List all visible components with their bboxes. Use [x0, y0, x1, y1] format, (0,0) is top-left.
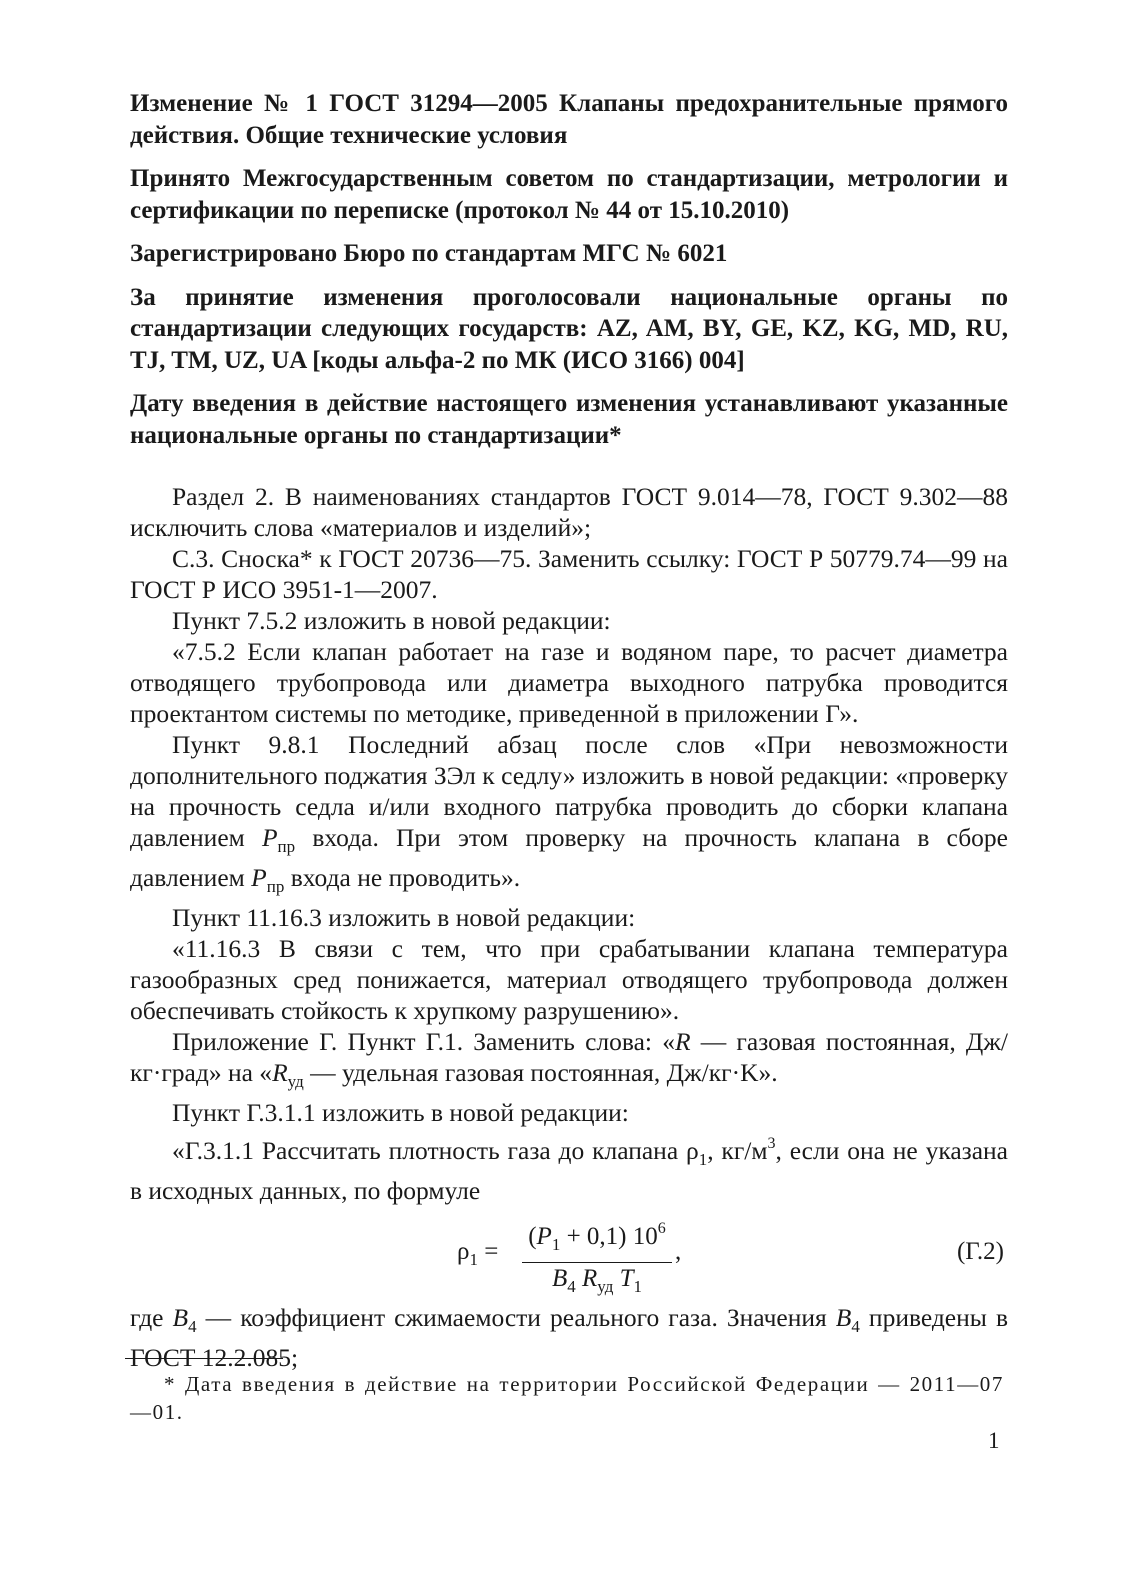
- paragraph-11-16-3-intro: Пункт 11.16.3 изложить в новой редакции:: [172, 903, 636, 932]
- text-span: — газовая постоянная, Дж/кг·град» на «: [130, 1027, 1008, 1087]
- t-symbol: T: [619, 1265, 634, 1292]
- voting-note: За принятие изменения проголосовали национальные органы по стандартизации следующих государств: AZ, AM, BY, GE, KZ, KG, MD, RU, TJ, TM, UZ, UA [коды альфа-2 по МК (ИСО 3166) 004]: [130, 283, 1008, 374]
- equals-sign: =: [477, 1238, 499, 1265]
- formula-numerator: [522, 1214, 672, 1263]
- formula-comma: ,: [675, 1238, 682, 1265]
- b-subscript: 4: [188, 1317, 197, 1336]
- pressure-subscript: 1: [551, 1235, 561, 1254]
- text-span: Приложение Г. Пункт Г.1. Заменить слова: «: [172, 1027, 675, 1056]
- b-symbol: B: [172, 1303, 189, 1332]
- t-subscript: 1: [633, 1277, 643, 1296]
- paragraph-7-5-2-intro: Пункт 7.5.2 изложить в новой редакции:: [172, 606, 611, 635]
- r-symbol: R: [582, 1265, 598, 1292]
- pressure-subscript: пр: [277, 837, 296, 856]
- formula-fraction: [522, 1214, 672, 1303]
- gas-constant-subscript: уд: [287, 1072, 304, 1091]
- pressure-symbol: P: [261, 823, 278, 852]
- paren-open: (: [528, 1223, 537, 1250]
- text-span: — коэффициент сжимаемости реального газа. Значения: [196, 1303, 836, 1332]
- text-span: где: [130, 1303, 173, 1332]
- footnote-divider: [125, 1358, 283, 1359]
- effective-date-note: Дату введения в действие настоящего изменения устанавливают указанные национальные органы по стандартизации*: [130, 390, 1008, 449]
- b-symbol: B: [835, 1303, 852, 1332]
- rho-subscript: 1: [469, 1250, 478, 1269]
- text-span: приведены в ГОСТ 12.2.085;: [130, 1303, 1008, 1372]
- paragraph-g-3-1-1-intro: Пункт Г.3.1.1 изложить в новой редакции:: [172, 1098, 629, 1127]
- cubic-superscript: 3: [767, 1135, 776, 1152]
- paragraph-appendix-g1: [130, 1026, 1008, 1097]
- paragraph-section-2: Раздел 2. В наименованиях стандартов ГОСТ 9.014—78, ГОСТ 9.302—88 исключить слова «материалов и изделий»;: [130, 482, 1008, 542]
- paragraph-11-16-3-text: «11.16.3 В связи с тем, что при срабатывании клапана температура газообразных сред понижается, материал отводящего трубопровода должен обеспечивать стойкость к хрупкому разрушению».: [130, 934, 1008, 1025]
- formula-denominator: [522, 1263, 672, 1303]
- pressure-symbol: P: [536, 1223, 552, 1250]
- text-span: Пункт 9.8.1 Последний абзац после слов «При невозможности дополнительного поджатия ЗЭл к седлу» изложить в новой редакции: «проверку на прочность седла и/или входного патрубка проводить до сборки клапана давлением: [130, 730, 1008, 852]
- text-span: , кг/м: [707, 1136, 768, 1165]
- formula-lhs: [457, 1238, 498, 1270]
- text-span: «Г.3.1.1 Рассчитать плотность газа до клапана ρ: [172, 1136, 699, 1165]
- r-subscript: уд: [597, 1277, 614, 1296]
- change-title: Изменение № 1 ГОСТ 31294—2005 Клапаны предохранительные прямого действия. Общие технические условия: [130, 90, 1008, 149]
- footnote: * Дата введения в действие на территории Российской Федерации — 2011—07—01.: [130, 1372, 1004, 1424]
- formula-number: (Г.2): [956, 1238, 1004, 1265]
- paragraph-footnote-ref: С.3. Сноска* к ГОСТ 20736—75. Заменить ссылку: ГОСТ Р 50779.74—99 на ГОСТ Р ИСО 3951-1—2007.: [130, 544, 1008, 604]
- registration-note: Зарегистрировано Бюро по стандартам МГС № 6021: [130, 240, 728, 267]
- text-span: входа не проводить».: [284, 863, 521, 892]
- pressure-symbol: P: [251, 863, 267, 892]
- adoption-note: Принято Межгосударственным советом по стандартизации, метрологии и сертификации по переписке (протокол № 44 от 15.10.2010): [130, 165, 1008, 224]
- text-span: — удельная газовая постоянная, Дж/кг·K».: [303, 1058, 778, 1087]
- paragraph-g-3-1-1-text: [130, 1128, 1008, 1206]
- numerator-rest: + 0,1) 10: [560, 1223, 658, 1250]
- pressure-subscript: пр: [266, 877, 285, 896]
- exponent: 6: [657, 1220, 666, 1237]
- density-subscript: 1: [698, 1150, 708, 1169]
- rho-symbol: ρ: [457, 1238, 470, 1265]
- formula-g2: [130, 1214, 1008, 1296]
- b-symbol: B: [551, 1265, 568, 1292]
- paragraph-where-b4: [130, 1302, 1008, 1373]
- paragraph-9-8-1: [130, 729, 1008, 902]
- b-subscript: 4: [567, 1277, 576, 1296]
- page-number: 1: [988, 1428, 1000, 1453]
- text-span: , если она не указана в исходных данных, по формуле: [130, 1136, 1009, 1205]
- paragraph-7-5-2-text: «7.5.2 Если клапан работает на газе и водяном паре, то расчет диаметра отводящего трубопровода или диаметра выходного патрубка проводится проектантом системы по методике, приведенной в приложении Г».: [130, 637, 1008, 728]
- document-page: [130, 88, 1008, 1373]
- text-span: входа. При этом проверку на прочность клапана в сборе давлением: [130, 823, 1008, 892]
- gas-constant-symbol: R: [674, 1027, 691, 1056]
- gas-constant-symbol: R: [272, 1058, 288, 1087]
- b-subscript: 4: [851, 1317, 860, 1336]
